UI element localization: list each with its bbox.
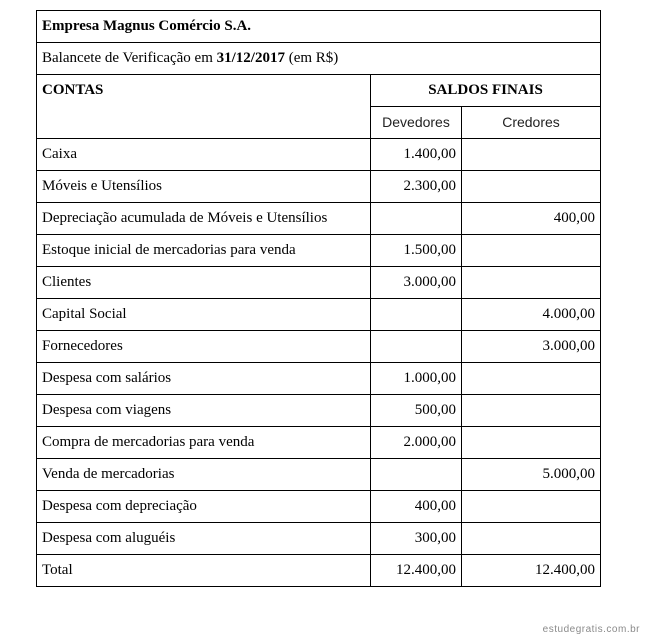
table-row: [37, 331, 601, 363]
table-row: [37, 171, 601, 203]
credores-header: Credores: [462, 107, 601, 139]
table-row: [37, 395, 601, 427]
credor-value: 4.000,00: [462, 299, 601, 331]
credor-value: [462, 235, 601, 267]
account-name: Venda de mercadorias: [37, 459, 371, 491]
credor-value: [462, 139, 601, 171]
balancete-subtitle: [37, 43, 601, 75]
contas-header: CONTAS: [37, 75, 371, 139]
table-row: [37, 427, 601, 459]
table-row: [37, 491, 601, 523]
devedor-value: 1.400,00: [371, 139, 462, 171]
credor-value: 5.000,00: [462, 459, 601, 491]
subtitle-suffix: (em R$): [284, 50, 339, 66]
saldos-finais-header: SALDOS FINAIS: [371, 75, 601, 107]
total-row: [37, 555, 601, 587]
site-watermark: estudegratis.com.br: [542, 624, 640, 635]
table-row: [37, 299, 601, 331]
devedor-value: [371, 331, 462, 363]
credor-value: 3.000,00: [462, 331, 601, 363]
devedor-value: [371, 459, 462, 491]
credor-value: 12.400,00: [462, 555, 601, 587]
table-row: [37, 363, 601, 395]
account-name: Despesa com viagens: [37, 395, 371, 427]
credor-value: [462, 491, 601, 523]
subtitle-row: [37, 43, 601, 75]
account-name: Capital Social: [37, 299, 371, 331]
account-name: Despesa com depreciação: [37, 491, 371, 523]
devedor-value: [371, 203, 462, 235]
company-name: Empresa Magnus Comércio S.A.: [37, 11, 601, 43]
company-row: [37, 11, 601, 43]
header-row: [37, 75, 601, 107]
table-row: [37, 523, 601, 555]
account-name: Depreciação acumulada de Móveis e Utensílios: [37, 203, 371, 235]
devedor-value: 12.400,00: [371, 555, 462, 587]
credor-value: [462, 267, 601, 299]
account-name: Móveis e Utensílios: [37, 171, 371, 203]
account-name: Despesa com salários: [37, 363, 371, 395]
account-name: Clientes: [37, 267, 371, 299]
devedor-value: 3.000,00: [371, 267, 462, 299]
table-row: [37, 267, 601, 299]
account-name: Estoque inicial de mercadorias para venda: [37, 235, 371, 267]
credor-value: [462, 395, 601, 427]
table-row: [37, 235, 601, 267]
balancete-table: [36, 10, 601, 587]
account-name: Compra de mercadorias para venda: [37, 427, 371, 459]
account-name: Despesa com aluguéis: [37, 523, 371, 555]
subtitle-prefix: Balancete de Verificação em: [42, 50, 217, 66]
devedor-value: 400,00: [371, 491, 462, 523]
subtitle-date: 31/12/2017: [216, 50, 285, 66]
devedor-value: 2.000,00: [371, 427, 462, 459]
credor-value: [462, 363, 601, 395]
devedor-value: 2.300,00: [371, 171, 462, 203]
credor-value: [462, 523, 601, 555]
devedor-value: 1.500,00: [371, 235, 462, 267]
table-row: [37, 459, 601, 491]
table-row: [37, 203, 601, 235]
credor-value: 400,00: [462, 203, 601, 235]
account-name: Total: [37, 555, 371, 587]
devedor-value: 1.000,00: [371, 363, 462, 395]
devedores-header: Devedores: [371, 107, 462, 139]
devedor-value: [371, 299, 462, 331]
devedor-value: 500,00: [371, 395, 462, 427]
credor-value: [462, 427, 601, 459]
devedor-value: 300,00: [371, 523, 462, 555]
account-name: Fornecedores: [37, 331, 371, 363]
credor-value: [462, 171, 601, 203]
table-row: [37, 139, 601, 171]
account-name: Caixa: [37, 139, 371, 171]
